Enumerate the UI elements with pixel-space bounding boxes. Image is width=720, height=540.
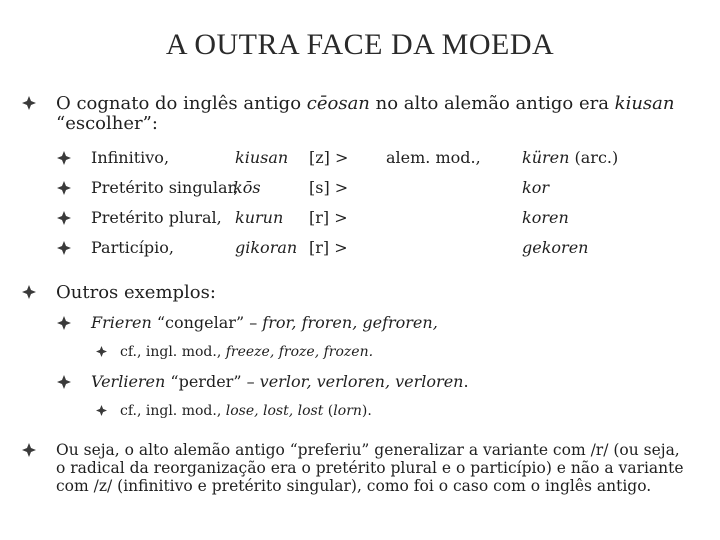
english-prefix: cf., ingl. mod., bbox=[120, 403, 226, 419]
example-word: Verlieren bbox=[91, 372, 166, 391]
row-label: Pretérito plural, bbox=[91, 208, 222, 227]
row-sound: [r] > bbox=[309, 238, 348, 257]
diamond-bullet-icon bbox=[57, 181, 71, 195]
example-end: . bbox=[463, 372, 469, 391]
cognate-text-a: O cognato do inglês antigo bbox=[56, 93, 307, 114]
example-verlieren-english bbox=[120, 403, 372, 419]
diamond-bullet-icon bbox=[57, 241, 71, 255]
row-sound: [z] > bbox=[309, 148, 349, 167]
row-result: koren bbox=[522, 208, 569, 227]
english-forms: freeze, froze, frozen. bbox=[225, 344, 374, 360]
paren-close: ). bbox=[361, 403, 372, 419]
row-sound: [s] > bbox=[309, 178, 349, 197]
row-result-word: küren bbox=[522, 148, 570, 167]
cognate-word-oe: cēosan bbox=[306, 93, 370, 114]
row-form: kiusan bbox=[235, 148, 289, 167]
row-form: kurun bbox=[235, 208, 284, 227]
conclusion-paragraph bbox=[56, 441, 706, 495]
row-form: gikoran bbox=[235, 238, 298, 257]
cognate-text-b: no alto alemão antigo era bbox=[369, 93, 615, 114]
conclusion-line: Ou seja, o alto alemão antigo “preferiu” generalizar a variante com /r/ (ou seja, bbox=[56, 441, 680, 459]
row-result-note: (arc.) bbox=[569, 148, 619, 167]
row-result: kor bbox=[522, 178, 549, 197]
conclusion-line: com /z/ (infinitivo e pretérito singular), como foi o caso com o inglês antigo. bbox=[56, 477, 652, 495]
row-form: kōs bbox=[233, 178, 261, 197]
row-sound: [r] > bbox=[309, 208, 348, 227]
cognate-word-ohg: kiusan bbox=[614, 93, 675, 114]
paragraph-cognate bbox=[56, 94, 706, 113]
example-verlieren bbox=[91, 372, 469, 391]
example-gloss: “congelar” – bbox=[151, 313, 263, 332]
slide-title: A OUTRA FACE DA MOEDA bbox=[165, 28, 555, 61]
row-label: Particípio, bbox=[91, 238, 174, 257]
example-frieren-english bbox=[120, 344, 373, 360]
diamond-bullet-icon bbox=[57, 211, 71, 225]
english-forms: lose, lost, lost bbox=[225, 403, 324, 419]
english-prefix: cf., ingl. mod., bbox=[120, 344, 226, 360]
cognate-gloss: “escolher”: bbox=[56, 113, 158, 134]
row-mod: alem. mod., bbox=[386, 148, 481, 167]
diamond-bullet-icon bbox=[96, 405, 107, 416]
row-result: gekoren bbox=[522, 238, 589, 257]
example-forms: verlor, verloren, verloren bbox=[259, 372, 464, 391]
row-label: Infinitivo, bbox=[91, 148, 170, 167]
diamond-bullet-icon bbox=[57, 316, 71, 330]
example-word: Frieren bbox=[91, 313, 152, 332]
row-label: Pretérito singular, bbox=[91, 178, 239, 197]
paren-open: ( bbox=[323, 403, 334, 419]
row-result bbox=[522, 148, 618, 167]
conclusion-line: o radical da reorganização era o pretérito plural e o particípio) e não a variante bbox=[56, 459, 684, 477]
english-lorn: lorn bbox=[333, 403, 362, 419]
example-forms: fror, froren, gefroren, bbox=[262, 313, 438, 332]
diamond-bullet-icon bbox=[22, 285, 36, 299]
diamond-bullet-icon bbox=[22, 443, 36, 457]
example-frieren bbox=[91, 313, 438, 332]
example-gloss: “perder” – bbox=[165, 372, 260, 391]
diamond-bullet-icon bbox=[57, 375, 71, 389]
diamond-bullet-icon bbox=[96, 346, 107, 357]
diamond-bullet-icon bbox=[22, 96, 36, 110]
diamond-bullet-icon bbox=[57, 151, 71, 165]
other-examples-heading: Outros exemplos: bbox=[56, 282, 216, 303]
